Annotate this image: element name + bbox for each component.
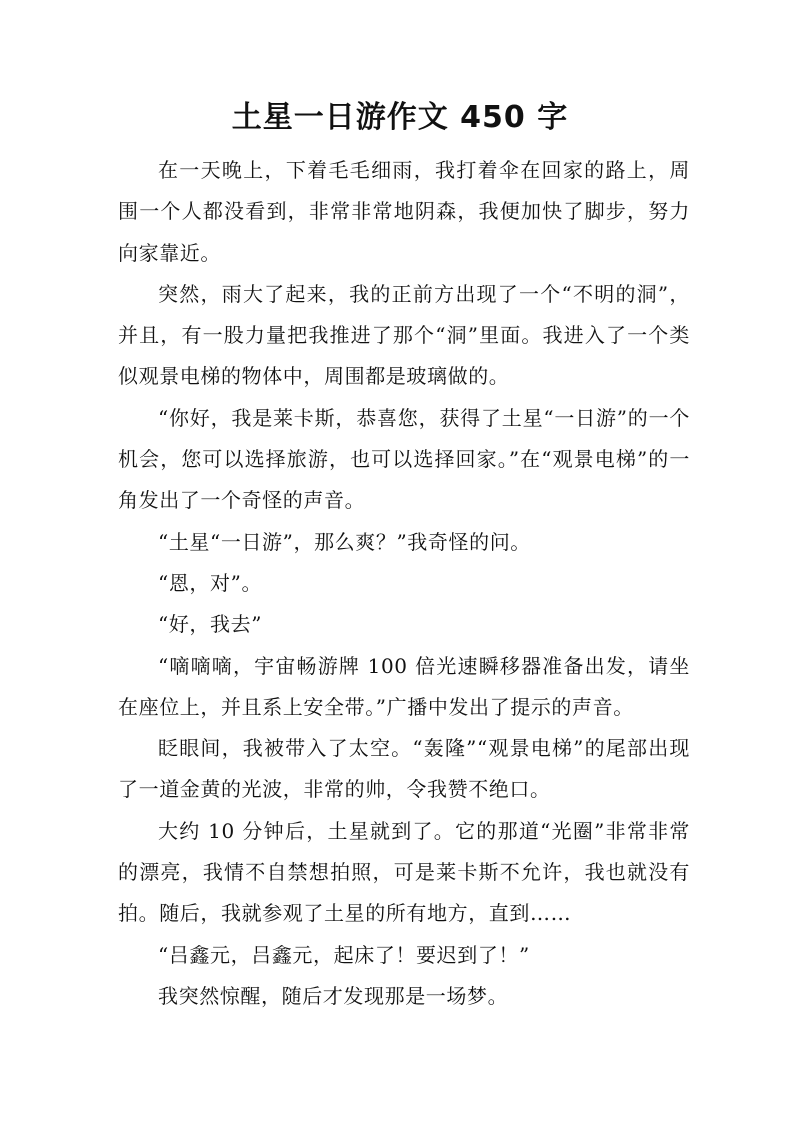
paragraph: 在一天晚上，下着毛毛细雨，我打着伞在回家的路上，周围一个人都没看到，非常非常地阴森，我便加快了脚步，努力向家靠近。 [118,158,690,265]
paragraph: 我突然惊醒，随后才发现那是一场梦。 [158,983,509,1008]
document-title: 土星一日游作文 450 字 [231,100,569,135]
paragraph: “恩，对”。 [158,570,263,595]
paragraph: “嘀嘀嘀，宇宙畅游牌 100 倍光速瞬移器准备出发，请坐在座位上，并且系上安全带。”广播中发出了提示的声音。 [118,653,690,719]
paragraph: “吕鑫元，吕鑫元，起床了！要迟到了！” [158,942,530,967]
paragraph: “土星“一日游”，那么爽？”我奇怪的问。 [158,529,531,554]
paragraph: 眨眼间，我被带入了太空。“轰隆”“观景电梯”的尾部出现了一道金黄的光波，非常的帅，令我赞不绝口。 [118,736,690,802]
paragraph: 突然，雨大了起来，我的正前方出现了一个“不明的洞”，并且，有一股力量把我推进了那个“洞”里面。我进入了一个类似观景电梯的物体中，周围都是玻璃做的。 [118,281,690,389]
paragraph: “你好，我是莱卡斯，恭喜您，获得了土星“一日游”的一个机会，您可以选择旅游，也可以选择回家。”在“观景电梯”的一角发出了一个奇怪的声音。 [118,405,690,513]
document-body [118,150,690,1017]
paragraph: “好，我去” [158,612,263,637]
paragraph: 大约 10 分钟后，土星就到了。它的那道“光圈”非常非常的漂亮，我情不自禁想拍照，可是莱卡斯不允许，我也就没有拍。随后，我就参观了土星的所有地方，直到…… [118,818,690,926]
